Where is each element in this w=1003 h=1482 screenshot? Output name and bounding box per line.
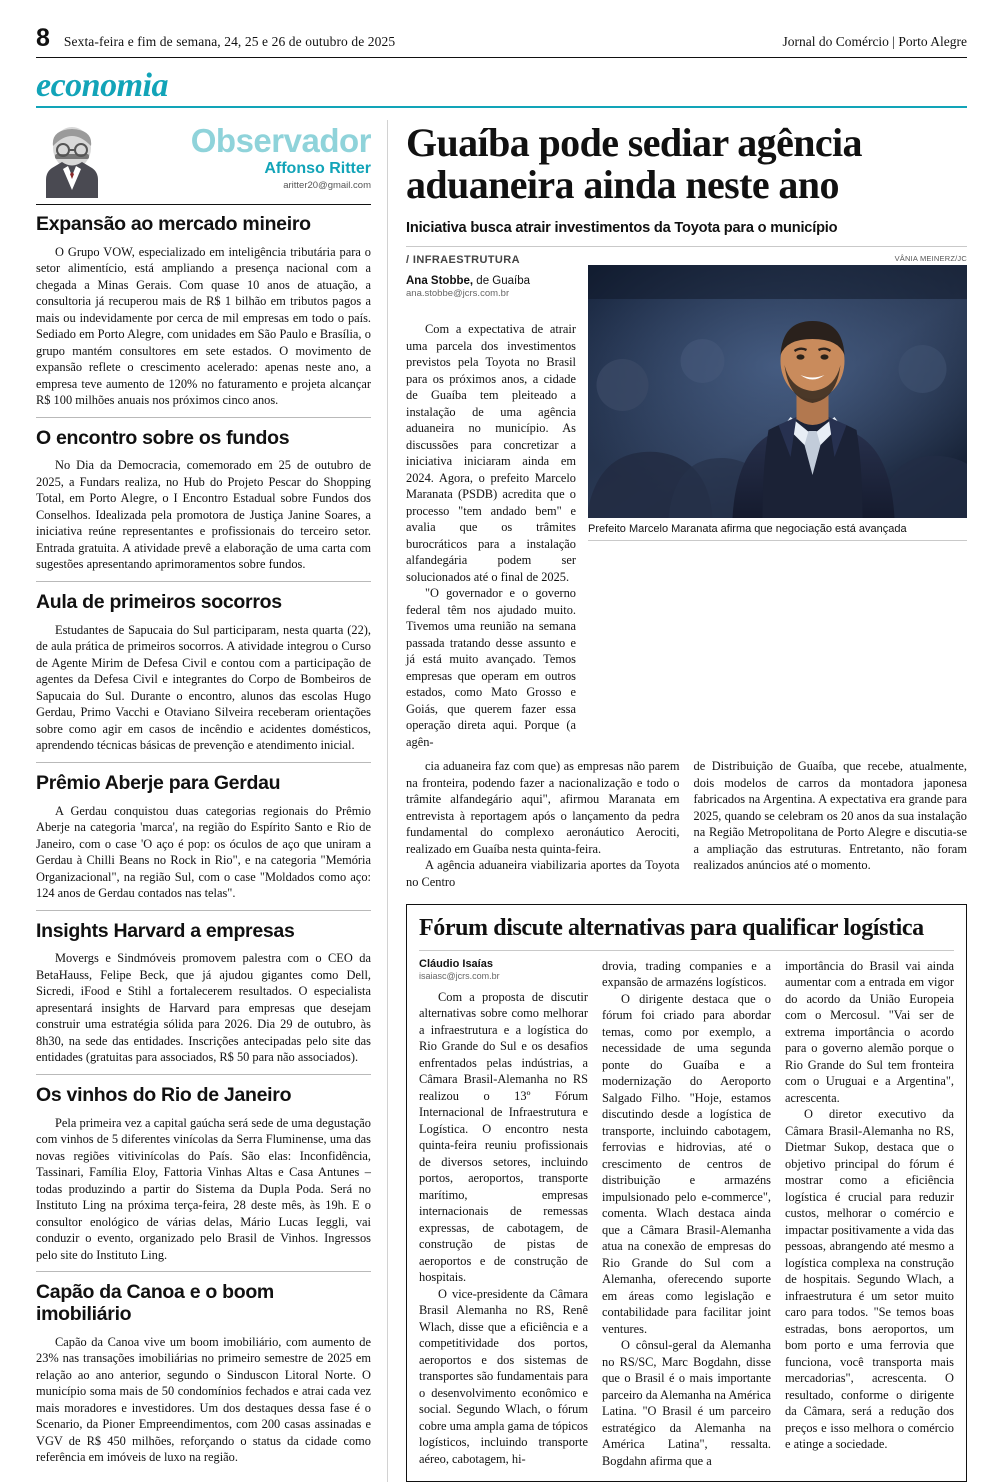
item-heading: Aula de primeiros socorros: [36, 590, 282, 613]
forum-paragraph-1: Com a proposta de discutir alternativas sobre como melhorar a infraestrutura e a logística do Rio Grande do Sul e os desafios enfrentados pelas indústrias, a Câmara Brasil-Alemanha no RS realizou o 13º Fórum Internacional de Infraestrutura e Logística. O encontro nesta quinta-feira reuniu profissionais de diversos setores, incluindo portos, aeroportos, transporte marítimo, empresas internacionais de remessas expressas, de cabotagem, de construção de pistas de aeroportos e de construção de hospitais.: [419, 989, 588, 1285]
divider: [36, 1271, 371, 1272]
forum-paragraph-6: importância do Brasil vai ainda aumentar com a entrada em vigor do acordo da União Europeia com o Mercosul. "Vai ser de extrema importância o acordo para o governo alemão porque o Rio Grande do Sul tem fronteira com o Uruguai e a Argentina", acrescenta.: [785, 958, 954, 1105]
lead-author-location: de Guaíba: [476, 275, 531, 288]
forum-col-2: [602, 958, 771, 1470]
item-body: No Dia da Democracia, comemorado em 25 de outubro de 2025, a Fundars realiza, no Hub do Projeto Pescar do Shopping Total, em Porto Alegre, o I Encontro Estadual sobre Fundos dos Conselhos. Idealizada pela promotora de Justiça Janine Soares, a iniciativa reúne representantes e profissionais do terceiro setor. Entrada gratuita. A atividade prevê a elaboração de uma carta com sugestões apresentando aprimoramentos sobre fundos.: [36, 458, 371, 572]
observador-item: [36, 592, 371, 754]
forum-col-1: [419, 958, 588, 1470]
observador-item: [36, 1282, 371, 1466]
lead-paragraph-5: de Distribuição de Guaíba, que recebe, atualmente, dois modelos de carros da montadora japonesa fabricados na Argentina. A expectativa era grande para 2025, quando se celebram os 20 anos da sua instalação na Região Metropolitana de Porto Alegre e discutia-se a ampliação das estruturas. Entretanto, não foram realizados anúncios até o momento.: [693, 759, 967, 873]
lead-byline: [406, 275, 576, 287]
forum-title: Fórum discute alternativas para qualificar logística: [419, 915, 924, 942]
forum-author: Cláudio Isaías: [419, 957, 493, 970]
item-heading: Expansão ao mercado mineiro: [36, 212, 311, 235]
observador-item: [36, 428, 371, 573]
item-heading: O encontro sobre os fundos: [36, 426, 290, 449]
lead-paragraph-2: "O governador e o governo federal têm nos ajudado muito. Tivemos uma reunião na semana passada tratando desse assunto e já está muito avançado. Temos empresas que operam em outros estados, como Mato Grosso e Goiás, que querem fazer essa operação direta aqui. Porque (a agên-: [406, 586, 576, 749]
item-body: Pela primeira vez a capital gaúcha será sede de uma degustação com vinhos de 5 diferentes vinícolas da Serra Fluminense, uma das novas regiões vitivinícolas do País. São elas: Inconfidência, Tassinari, Família Eloy, Fattoria Vinhas Altas e Casa Antunes – todas produzindo a partir do Sistema da Dupla Poda. Será no Instituto Ling na próxima terça-feira, 28 deste mês, às 19h. E o consultor enológico de várias delas, Mário Lucas Ieggli, vai conduzir o evento, organizado pelo Brasil de Vinhos. Ingressos pelo site do Instituto Ling.: [36, 1115, 371, 1262]
column-observador: [36, 120, 388, 1482]
observador-item: [36, 1085, 371, 1263]
divider: [419, 950, 954, 951]
observador-header: [36, 120, 371, 205]
divider: [36, 581, 371, 582]
lead-col-3: [694, 758, 968, 890]
column-main: [388, 120, 967, 1482]
photo-caption: Prefeito Marcelo Maranata afirma que negociação está avançada: [588, 523, 967, 541]
lead-left-column: [406, 254, 588, 750]
forum-columns: [419, 958, 954, 1470]
masthead-date: Sexta-feira e fim de semana, 24, 25 e 26 de outubro de 2025: [63, 34, 396, 49]
observador-item: [36, 921, 371, 1066]
lead-continuation: [406, 758, 967, 890]
columnist-photo: [36, 120, 108, 198]
lead-photo: [588, 265, 967, 518]
lead-headline: Guaíba pode sediar agência aduaneira ainda neste ano: [406, 119, 862, 208]
lead-subhead: Iniciativa busca atrair investimentos da Toyota para o município: [406, 220, 838, 237]
item-heading: Os vinhos do Rio de Janeiro: [36, 1083, 292, 1106]
lead-paragraph-3: cia aduaneira faz com que) as empresas não parem na fronteira, podendo fazer a nacionalização e todo o trâmite alfandegário aqui", afirmou Maranata em entrevista à reportagem após o lançamento da pedra fundamental do complexo aeronáutico Aerociti, realizado em Guaíba nesta quinta-feira.: [406, 759, 680, 856]
item-body: O Grupo VOW, especializado em inteligência tributária para o setor alimentício, está ampliando a presença nacional com a chegada a Minas Gerais. Com quase 10 anos de atuação, a consultoria já recuperou mais de R$ 1 bilhão em tributos pagos a mais ou indevidamente por cerca de mil empresas em todo o país. Sediado em Porto Alegre, com unidades em São Paulo e Brasília, o grupo mantém consultores em sete estados. O movimento de expansão reflete o crescimento acelerado: apenas neste ano, a empresa teve aumento de 120% no faturamento e projeta alcançar R$ 100 milhões anuais nos próximos cinco anos.: [36, 244, 371, 408]
observador-author: Affonso Ritter: [264, 159, 371, 177]
item-body: A Gerdau conquistou duas categorias regionais do Prêmio Aberje na categoria 'marca', na região do Espírito Santo e Rio de Janeiro, com o case 'O aço é pop: os óculos de aço que uniram a Gerdau à Chilli Beans no Rock in Rio", e na categoria "Memória Organizacional", na região Sul, com o case "Moldados como aço: 124 anos de Gerdau contados nas telas".: [36, 803, 371, 900]
forum-col-3: [785, 958, 954, 1470]
page-content: [36, 108, 967, 1482]
lead-grid: [406, 254, 967, 750]
section-title: economia: [36, 67, 168, 104]
item-heading: Capão da Canoa e o boom imobiliário: [36, 1281, 274, 1325]
lead-author-email: ana.stobbe@jcrs.com.br: [406, 288, 510, 300]
section-bar: [36, 58, 967, 108]
forum-paragraph-7: O diretor executivo da Câmara Brasil-Alemanha no RS, Dietmar Sukop, destaca que o objetivo principal do fórum é mostrar como a eficiência logística é crucial para reduzir custos, melhorar o comércio e impactar positivamente a vida das pessoas, abrangendo até mesmo a logística complexa na construção de hospitais. Segundo Wlach, a infraestrutura é um setor muito caro para todos. "Se temos boas estradas, bons aeroportos, um bom porto e uma ferrovia que funciona, você transporta mais mercadorias", acrescenta. O resultado, conforme o dirigente da Câmara, será a redução dos preços e isso melhora o comércio e atinge a sociedade.: [785, 1107, 954, 1452]
item-heading: Prêmio Aberje para Gerdau: [36, 771, 281, 794]
forum-paragraph-2: O vice-presidente da Câmara Brasil Alemanha no RS, Renê Wlach, disse que a eficiência e a competitividade dos portos, aeroportos e dos sistemas de transportes são fundamentais para o desenvolvimento econômico e social. Segundo Wlach, o fórum cobre uma ampla gama de tópicos logísticos, incluindo transporte aéreo, cabotagem, hi-: [419, 1286, 588, 1466]
forum-paragraph-3: drovia, trading companies e a expansão de armazéns logísticos.: [602, 958, 771, 990]
item-body: Movergs e Sindmóveis promovem palestra com o CEO da BetaHauss, Felipe Beck, que já ajudou gigantes como Dell, Sicredi, iFood e Stihl a fortalecerem resultados. O especialista apresentará insights de Harvard para empresas que desejam construir uma estratégia sólida para 2026. Dia 29 de outubro, às 8h30, na sede das entidades. Inscrições antecipadas pelo site das entidades (gratuitas para associados, R$ 50 para não associados).: [36, 951, 371, 1065]
forum-paragraph-4: O dirigente destaca que o fórum foi criado para abordar temas, como por exemplo, a necessidade de uma segunda ponte do Guaíba e a modernização do Aeroporto Salgado Filho. "Hoje, estamos discutindo desde a logística de transporte, incluindo cabotagem, ferrovias e hidrovias, até o crescimento de centros de distribuição e armazéns impulsionado pelo e-commerce", comenta. Wlach destaca ainda que a Câmara Brasil-Alemanha atua na conexão de empresas do Rio Grande do Sul com a Alemanha, oferecendo suporte em áreas como legislação e contabilidade para facilitar joint ventures.: [602, 991, 771, 1336]
lead-paragraph-4: A agência aduaneira viabilizaria aportes da Toyota no Centro: [406, 858, 680, 889]
observador-title: Observador: [190, 121, 371, 159]
forum-author-email: isaiasc@jcrs.com.br: [419, 970, 500, 981]
divider: [406, 246, 967, 247]
item-body: Estudantes de Sapucaia do Sul participaram, nesta quarta (22), de aula prática de primeiros socorros. A atividade integrou o Curso de Agente Mirim de Defesa Civil e contou com a participação de agentes da Defesa Civil e integrantes do Corpo de Bombeiros de Sapucaia do Sul. Durante o encontro, alunos das escolas Hugo Gerdau, Primo Vacchi e Otaviano Silveira receberam orientações sobre como agir em casos de incêndio e acidentes domésticos, aprendendo técnicas básicas de prevenção e atendimento inicial.: [36, 622, 371, 753]
observador-titles: [118, 120, 371, 192]
observador-item: [36, 773, 371, 902]
forum-article: [406, 904, 967, 1482]
lead-author: Ana Stobbe,: [406, 275, 474, 288]
lead-kicker: / INFRAESTRUTURA: [406, 254, 520, 267]
page-number: 8: [36, 24, 50, 52]
observador-item: [36, 214, 371, 409]
item-heading: Insights Harvard a empresas: [36, 919, 295, 942]
divider: [36, 910, 371, 911]
divider: [36, 1074, 371, 1075]
lead-col-2: [406, 758, 680, 890]
divider: [36, 417, 371, 418]
masthead-brand: Jornal do Comércio | Porto Alegre: [782, 34, 967, 49]
lead-photo-block: [588, 254, 967, 750]
divider: [36, 762, 371, 763]
item-body: Capão da Canoa vive um boom imobiliário, com aumento de 23% nas transações imobiliárias no primeiro semestre de 2025 em relação ao ano anterior, segundo o Sinduscon Litoral Norte. O município soma mais de 50 condomínios fechados e atrai cada vez mais moradores e investidores. Um dos destaques dessa fase é o Scenario, da Pioner Empreendimentos, com 200 casas assinadas e VGV de R$ 450 milhões, reforçando o status da cidade como referência em imóveis de luxo na região.: [36, 1334, 371, 1465]
masthead: [36, 0, 967, 58]
lead-paragraph-1: Com a expectativa de atrair uma parcela dos investimentos previstos pela Toyota no Brasil para os próximos anos, a cidade de Guaíba tem pleiteado a instalação de uma agência aduaneira no município. As discussões para concretizar a iniciativa iniciaram ainda em 2024. Agora, o prefeito Marcelo Maranata (PSDB) acredita que o processo "tem andado bem" e avalia que os trâmites burocráticos para a instalação alfandegária podem ser solucionados até o final de 2025.: [406, 322, 576, 584]
photo-credit: VÂNIA MEINERZ/JC: [894, 254, 967, 264]
observador-email: aritter20@gmail.com: [283, 180, 371, 192]
forum-paragraph-5: O cônsul-geral da Alemanha no RS/SC, Marc Bogdahn, disse que o Brasil é o mais importante parceiro da Alemanha na América Latina. "O Brasil é um parceiro estratégico da Alemanha na América Latina", ressalta. Bogdahn afirma que a: [602, 1338, 771, 1468]
